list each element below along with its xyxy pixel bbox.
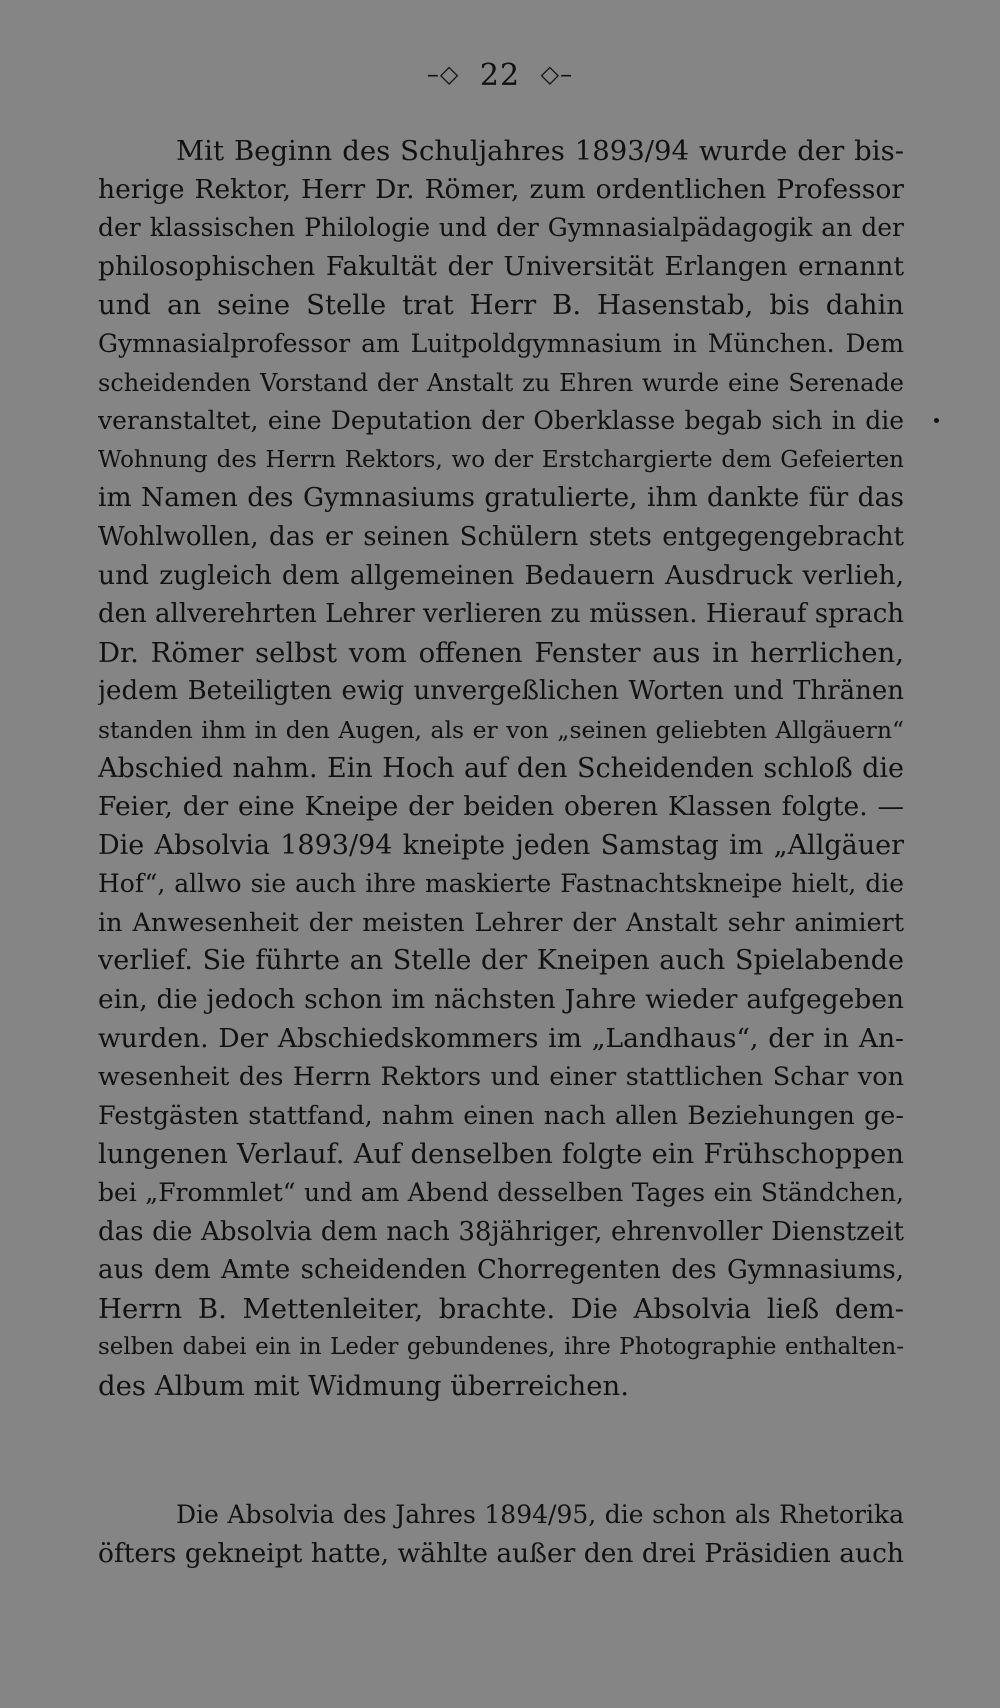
paragraph-2 [98, 1496, 904, 1573]
text-line: Herrn B. Mettenleiter, brachte. Die Absolvia ließ dem- [98, 1292, 904, 1325]
page-header [0, 58, 1000, 93]
text-line: das die Absolvia dem nach 38jähriger, ehrenvoller Dienstzeit [98, 1216, 904, 1247]
text-line: Hof“, allwo sie auch ihre maskierte Fastnachtskneipe hielt, die [98, 869, 904, 899]
text-line: wurden. Der Abschiedskommers im „Landhaus“, der in An- [98, 1022, 904, 1054]
text-line: Mit Beginn des Schuljahres 1893/94 wurde der bis- [176, 135, 904, 167]
text-line: wesenheit des Herrn Rektors und einer stattlichen Schar von [98, 1062, 904, 1093]
text-line: Wohlwollen, das er seinen Schülern stets entgegengebracht [98, 521, 904, 552]
text-line: selben dabei ein in Leder gebundenes, ihre Photographie enthalten- [98, 1334, 904, 1361]
text-line: standen ihm in den Augen, als er von „seinen geliebten Allgäuern“ [98, 715, 904, 744]
text-line: lungenen Verlauf. Auf denselben folgte ein Frühschoppen [98, 1138, 904, 1171]
text-line: öfters gekneipt hatte, wählte außer den drei Präsidien auch [98, 1537, 904, 1569]
text-line: Gymnasialprofessor am Luitpoldgymnasium in München. Dem [98, 328, 904, 358]
text-line: veranstaltet, eine Deputation der Oberklasse begab sich in die [98, 406, 904, 436]
text-line: verlief. Sie führte an Stelle der Kneipen auch Spielabende [98, 945, 904, 977]
ornament-right-icon: ◇– [540, 60, 574, 88]
text-line: Feier, der eine Kneipe der beiden oberen Klassen folgte. — [98, 791, 904, 823]
text-line: Die Absolvia des Jahres 1894/95, die schon als Rhetorika [176, 1500, 904, 1529]
text-line: in Anwesenheit der meisten Lehrer der Anstalt sehr animiert [98, 907, 904, 938]
text-line: des Album mit Widmung überreichen. [98, 1370, 629, 1402]
text-line: Dr. Römer selbst vom offenen Fenster aus in herrlichen, [98, 636, 904, 669]
text-line: ein, die jedoch schon im nächsten Jahre wieder aufgegeben [98, 984, 904, 1016]
text-line: philosophischen Fakultät der Universität Erlangen ernannt [98, 250, 904, 282]
text-line: jedem Beteiligten ewig unvergeßlichen Worten und Thränen [98, 676, 904, 707]
ornament-left-icon: –◇ [426, 60, 460, 88]
print-speck [934, 418, 939, 423]
text-line: den allverehrten Lehrer verlieren zu müssen. Hierauf sprach [98, 599, 904, 630]
text-line: Die Absolvia 1893/94 kneipte jeden Samstag im „Allgäuer [98, 829, 904, 861]
text-line: herige Rektor, Herr Dr. Römer, zum ordentlichen Professor [98, 173, 904, 205]
text-line: bei „Frommlet“ und am Abend desselben Tages ein Ständchen, [98, 1178, 904, 1208]
text-line: Abschied nahm. Ein Hoch auf den Scheidenden schloß die [98, 752, 904, 784]
text-line: aus dem Amte scheidenden Chorregenten des Gymnasiums, [98, 1255, 904, 1286]
text-line: scheidenden Vorstand der Anstalt zu Ehren wurde eine Serenade [98, 368, 904, 397]
text-line: und zugleich dem allgemeinen Bedauern Ausdruck verlieh, [98, 559, 904, 591]
text-line: im Namen des Gymnasiums gratulierte, ihm dankte für das [98, 482, 904, 514]
page-number: 22 [479, 58, 521, 93]
text-line: Festgästen stattfand, nahm einen nach allen Beziehungen ge- [98, 1100, 904, 1131]
paragraph-1 [98, 132, 904, 1406]
text-line: und an seine Stelle trat Herr B. Hasenstab, bis dahin [98, 289, 904, 322]
text-line: der klassischen Philologie und der Gymnasialpädagogik an der [98, 213, 904, 243]
text-line: Wohnung des Herrn Rektors, wo der Erstchargierte dem Gefeierten [98, 446, 904, 473]
